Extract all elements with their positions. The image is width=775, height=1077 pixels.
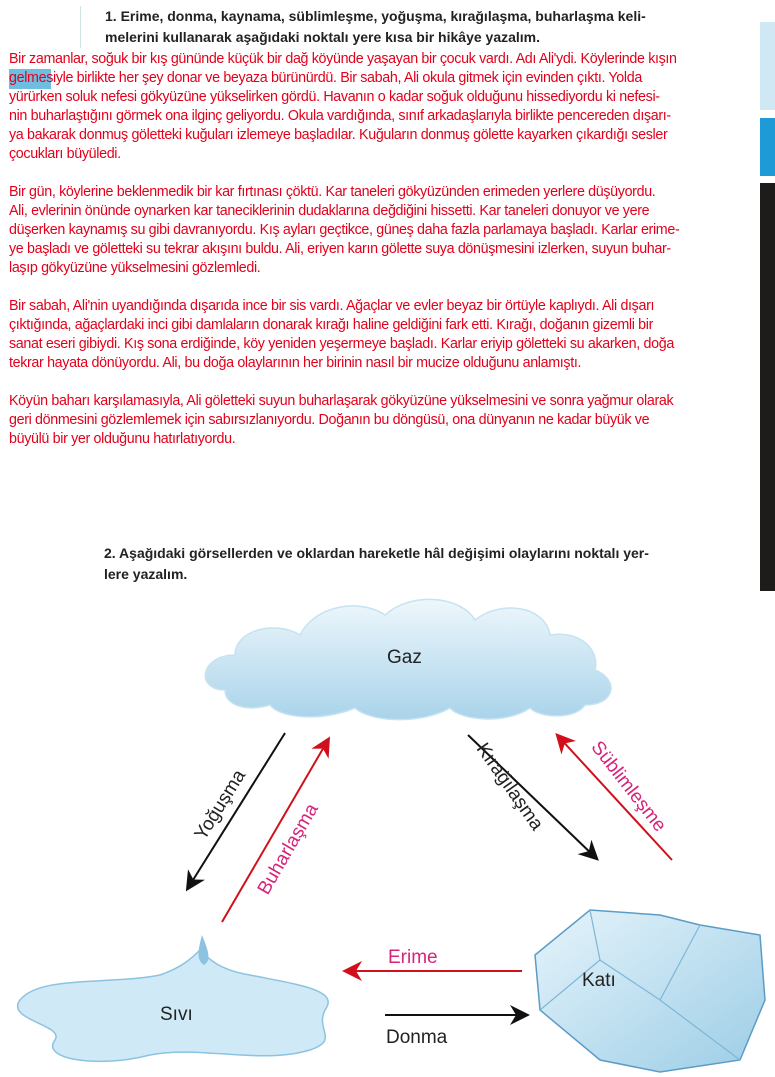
question-1-line-1: 1. Erime, donma, kaynama, süblimleşme, yoğuşma, kırağılaşma, buharlaşma keli- (105, 8, 646, 24)
question-2-line-1: 2. Aşağıdaki görsellerden ve oklardan hareketle hâl değişimi olaylarını noktalı yer- (104, 545, 649, 561)
story-line: yürürken soluk nefesi gökyüzüne yükselirken gördü. Havanın o kadar soğuk olduğunu hissediyordu ki nefesi- (9, 89, 660, 105)
story-line: Bir gün, köylerine beklenmedik bir kar fırtınası çöktü. Kar taneleri gökyüzünden erimeden yerlere düşüyordu. (9, 184, 656, 200)
story-line: gelmesiyle birlikte her şey donar ve beyaza bürünürdü. Bir sabah, Ali okula gitmek için evinden çıktı. Yolda (9, 70, 642, 86)
question-1-line-2: melerini kullanarak aşağıdaki noktalı yere kısa bir hikâye yazalım. (105, 29, 541, 45)
story-line: Köyün baharı karşılamasıyla, Ali göletteki suyun buharlaşarak gökyüzüne yükselmesini ve sonra yağmur olarak (9, 393, 674, 409)
condensation-label: Yoğuşma (190, 766, 251, 844)
story-line: laşıp gökyüzüne yükselmesini gözlemledi. (9, 260, 261, 276)
state-gas-label: Gaz (387, 647, 422, 668)
evaporation-label: Buharlaşma (253, 800, 323, 899)
story-line: nin buharlaştığını görmek ona ilginç geliyordu. Okula vardığında, sınıf arkadaşlarıyla birlikte pencereden dışarı- (9, 108, 671, 124)
water-puddle-icon (18, 935, 329, 1061)
story-line: çıktığında, ağaçlardaki inci gibi damlaların donarak kırağı haline geldiğini fark etti. Kırağı, doğanın gizemli bir (9, 317, 653, 333)
story-line: Ali, evlerinin önünde oynarken kar taneciklerinin dudaklarına değdiğini hissetti. Kar taneleri donuyor ve yere (9, 203, 650, 219)
story-line: Bir zamanlar, soğuk bir kış gününde küçük bir dağ köyünde yaşayan bir çocuk vardı. Adı Ali'ydi. Köylerinde kışın (9, 51, 677, 67)
deposition-label: Kırağılaşma (471, 739, 548, 835)
story-line: tekrar hayata dönüyordu. Ali, bu doğa olaylarının her birinin nasıl bir mucize olduğunu anlamıştı. (9, 355, 582, 371)
sublimation-label: Süblimleşme (586, 737, 671, 836)
story-line: düşerken kaynamış su gibi davranıyordu. Kış ayları geçtikce, güneş daha fazla parlamaya başladı. Karlar erime- (9, 222, 680, 238)
evaporation-arrow (222, 740, 328, 922)
story-line: ya bakarak donmuş göletteki kuğuları izlemeye başladılar. Kuğuların donmuş gölette kayarken çıkardığı sesler (9, 127, 668, 143)
story-line: ye başladı ve göletteki su tekrar akışını buldu. Ali, eriyen karın gölette suya dönüşmesini izlerken, suyun buhar- (9, 241, 671, 257)
state-solid-label: Katı (582, 970, 616, 991)
question-2-line-2: lere yazalım. (104, 566, 188, 582)
story-line: geri dönmesini gözlemlemek için sabırsızlanıyordu. Doğanın bu döngüsü, ona dünyanın ne kadar büyük ve (9, 412, 650, 428)
story-line: Bir sabah, Ali'nin uyandığında dışarıda ince bir sis vardı. Ağaçlar ve evler beyaz bir örtüyle kaplıydı. Ali dışarı (9, 298, 655, 314)
melting-label: Erime (388, 947, 438, 968)
state-liquid-label: Sıvı (160, 1004, 193, 1025)
ice-cube-icon (535, 910, 765, 1072)
freezing-label: Donma (386, 1027, 448, 1048)
story-line: sanat eseri gibiydi. Kış sona erdiğinde, köy yeniden yeşermeye başladı. Karlar eriyip göletteki su akarken, doğa (9, 336, 674, 352)
story-line: çocukları büyüledi. (9, 146, 121, 162)
story-line: büyülü bir yer olduğunu hatırlatıyordu. (9, 431, 236, 447)
